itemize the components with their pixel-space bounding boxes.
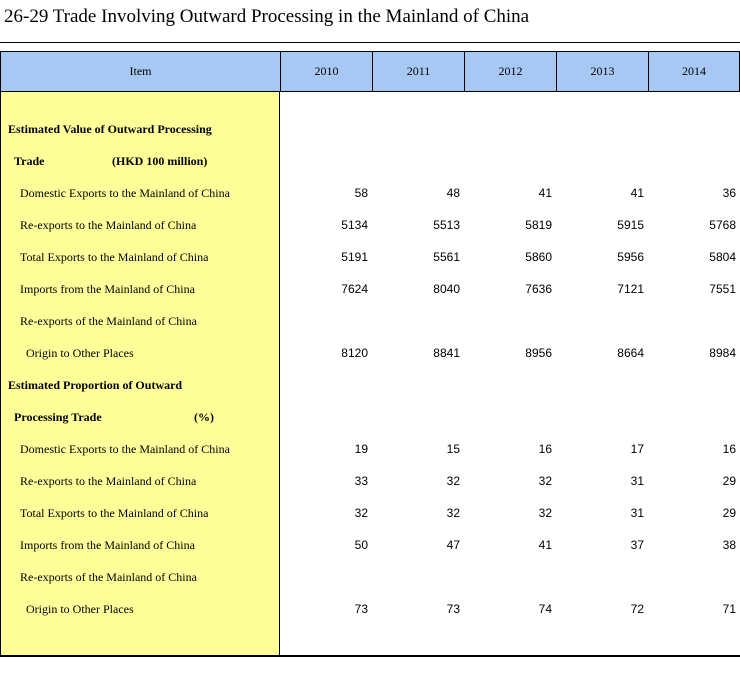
header-year-2013: 2013 [556, 52, 648, 91]
row-value: 29 [722, 506, 736, 520]
row-value: 8040 [433, 282, 460, 296]
row-label: Estimated Proportion of Outward [8, 378, 183, 392]
row-value: 8120 [341, 346, 368, 360]
row-value: 8956 [525, 346, 552, 360]
table-row [0, 305, 740, 337]
row-value: 58 [354, 186, 368, 200]
row-value: 31 [630, 474, 644, 488]
row-value: 72 [630, 602, 644, 616]
table-row [0, 465, 740, 497]
table-row [0, 433, 740, 465]
row-label: Re-exports of the Mainland of China [20, 314, 197, 328]
table-row [0, 209, 740, 241]
row-label: Origin to Other Places [26, 346, 134, 360]
row-label: Re-exports of the Mainland of China [20, 570, 197, 584]
row-label: Trade [14, 154, 45, 168]
table-row [0, 337, 740, 369]
row-value: 5561 [433, 250, 460, 264]
row-value: 47 [446, 538, 460, 552]
table-row [0, 593, 740, 625]
row-value: 7121 [617, 282, 644, 296]
row-value: 33 [354, 474, 368, 488]
row-value: 73 [446, 602, 460, 616]
row-unit: (HKD 100 million) [112, 154, 208, 168]
header-year-2011: 2011 [372, 52, 464, 91]
header-item: Item [0, 52, 280, 91]
row-value: 32 [538, 474, 552, 488]
row-value: 36 [722, 186, 736, 200]
row-value: 16 [722, 442, 736, 456]
row-value: 48 [446, 186, 460, 200]
row-value: 38 [722, 538, 736, 552]
row-value: 32 [446, 474, 460, 488]
row-value: 5134 [341, 218, 368, 232]
row-value: 41 [630, 186, 644, 200]
row-value: 7636 [525, 282, 552, 296]
row-value: 5768 [709, 218, 736, 232]
row-value: 5191 [341, 250, 368, 264]
table-row [0, 113, 740, 145]
row-value: 5513 [433, 218, 460, 232]
table-row [0, 241, 740, 273]
table-row [0, 497, 740, 529]
row-value: 41 [538, 186, 552, 200]
row-value: 74 [538, 602, 552, 616]
row-value: 73 [354, 602, 368, 616]
row-value: 5819 [525, 218, 552, 232]
row-value: 5915 [617, 218, 644, 232]
header-year-2012: 2012 [464, 52, 556, 91]
data-table [0, 51, 740, 657]
row-value: 32 [446, 506, 460, 520]
row-value: 29 [722, 474, 736, 488]
row-label: Total Exports to the Mainland of China [20, 506, 209, 520]
table-header [0, 51, 740, 92]
row-label: Imports from the Mainland of China [20, 538, 195, 552]
row-label: Domestic Exports to the Mainland of China [20, 442, 230, 456]
row-label: Total Exports to the Mainland of China [20, 250, 209, 264]
row-value: 7624 [341, 282, 368, 296]
row-value: 8984 [709, 346, 736, 360]
row-value: 37 [630, 538, 644, 552]
table-row [0, 273, 740, 305]
table-row [0, 529, 740, 561]
row-value: 16 [538, 442, 552, 456]
row-label: Origin to Other Places [26, 602, 134, 616]
row-value: 7551 [709, 282, 736, 296]
table-row [0, 177, 740, 209]
row-unit: (%) [194, 410, 214, 424]
table-row [0, 561, 740, 593]
row-value: 32 [354, 506, 368, 520]
table-row [0, 145, 740, 177]
header-year-2014: 2014 [648, 52, 740, 91]
row-value: 8841 [433, 346, 460, 360]
row-value: 19 [354, 442, 368, 456]
header-year-2010: 2010 [280, 52, 372, 91]
row-value: 15 [446, 442, 460, 456]
table-row [0, 401, 740, 433]
row-value: 8664 [617, 346, 644, 360]
row-label: Imports from the Mainland of China [20, 282, 195, 296]
row-value: 71 [722, 602, 736, 616]
row-value: 32 [538, 506, 552, 520]
row-label: Processing Trade [14, 410, 102, 424]
row-value: 5860 [525, 250, 552, 264]
row-label: Re-exports to the Mainland of China [20, 474, 197, 488]
row-value: 5956 [617, 250, 644, 264]
row-value: 5804 [709, 250, 736, 264]
title-divider [0, 42, 740, 43]
row-value: 41 [538, 538, 552, 552]
row-value: 31 [630, 506, 644, 520]
page-title: 26-29 Trade Involving Outward Processing in the Mainland of China [4, 6, 530, 27]
row-value: 17 [630, 442, 644, 456]
table-bottom-rule [0, 655, 740, 657]
table-row [0, 369, 740, 401]
row-value: 50 [354, 538, 368, 552]
row-label: Estimated Value of Outward Processing [8, 122, 212, 136]
row-label: Re-exports to the Mainland of China [20, 218, 197, 232]
row-label: Domestic Exports to the Mainland of China [20, 186, 230, 200]
